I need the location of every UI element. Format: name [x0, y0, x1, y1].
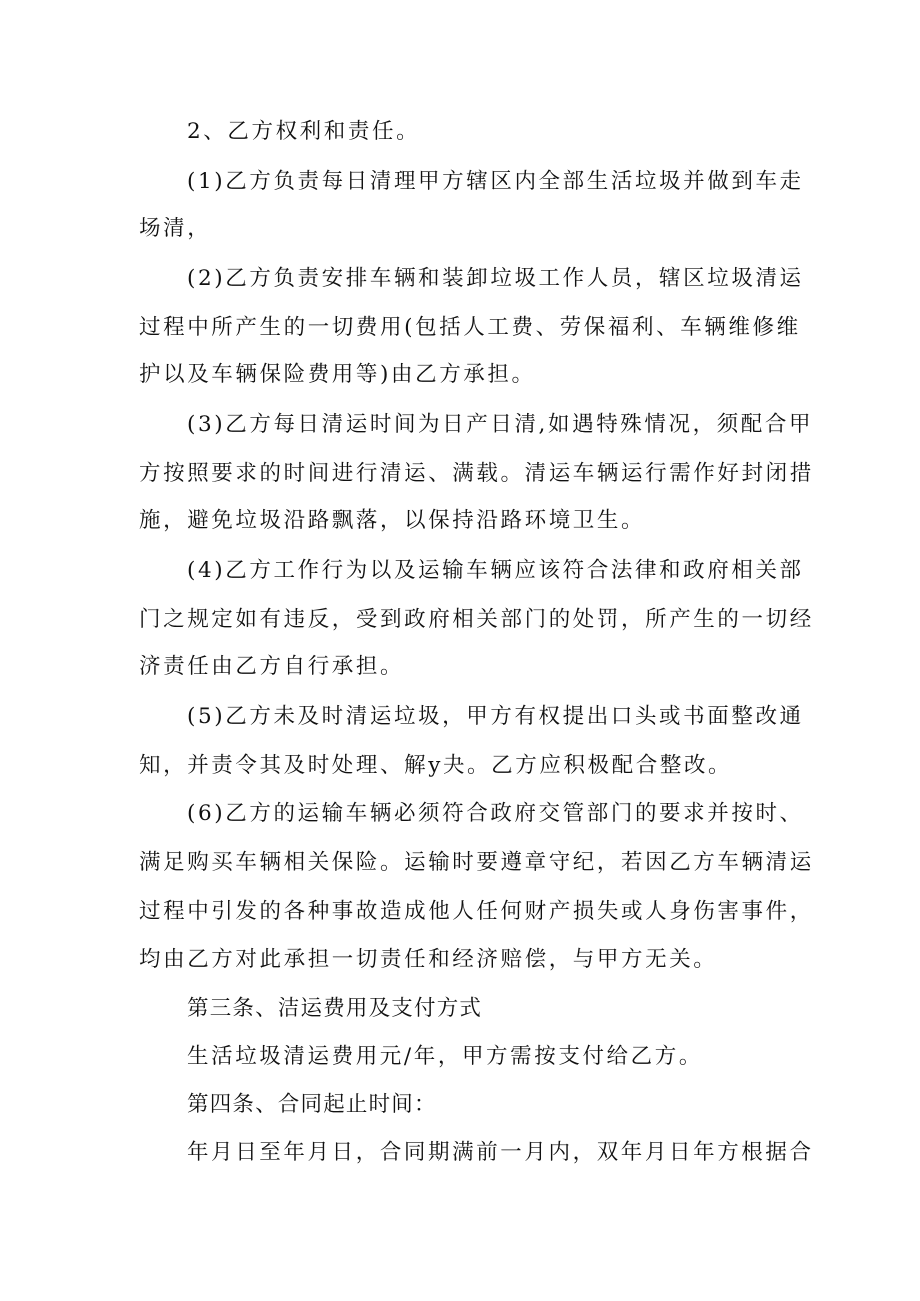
text-line: 年月日至年月日，合同期满前一月内，双年月日年方根据合 [187, 1140, 814, 1165]
text-line: (1)乙方负责每日清理甲方辖区内全部生活垃圾并做到车走 [187, 169, 804, 194]
text-line: 生活垃圾清运费用元/年，甲方需按支付给乙方。 [187, 1044, 703, 1069]
text-line: 过程中引发的各种事故造成他人任何财产损失或人身伤害事件， [139, 899, 814, 924]
text-line: 2、乙方权利和责任。 [187, 119, 421, 144]
text-line: (3)乙方每日清运时间为日产日清,如遇特殊情况，须配合甲 [187, 412, 814, 437]
text-line: 知，并责令其及时处理、解y夬。乙方应积极配合整改。 [139, 753, 733, 778]
section-heading: 第三条、洁运费用及支付方式 [187, 996, 483, 1021]
section-heading: 第四条、合同起止时间： [187, 1092, 437, 1117]
text-line: 满足购买车辆相关保险。运输时要遵章守纪，若因乙方车辆清运 [139, 850, 814, 875]
text-line: 门之规定如有违反，受到政府相关部门的处罚，所产生的一切经 [139, 607, 814, 632]
text-line: (2)乙方负责安排车辆和装卸垃圾工作人员，辖区垃圾清运 [187, 266, 804, 291]
text-line: (5)乙方未及时清运垃圾，甲方有权提出口头或书面整改通 [187, 704, 804, 729]
text-line: 均由乙方对此承担一切责任和经济赔偿，与甲方无关。 [139, 947, 718, 972]
text-line: (6)乙方的运输车辆必须符合政府交管部门的要求并按时、 [187, 801, 804, 826]
text-line: 护以及车辆保险费用等)由乙方承担。 [139, 362, 536, 387]
text-line: 方按照要求的时间进行清运、满载。清运车辆运行需作好封闭措 [139, 461, 814, 486]
text-line: 过程中所产生的一切费用(包括人工费、劳保福利、车辆维修维 [139, 315, 801, 340]
text-line: 施，避免垃圾沿路飘落，以保持沿路环境卫生。 [139, 508, 646, 533]
text-line: 场清， [139, 216, 212, 241]
text-line: 济责任由乙方自行承担。 [139, 654, 405, 679]
text-line: (4)乙方工作行为以及运输车辆应该符合法律和政府相关部 [187, 558, 804, 583]
